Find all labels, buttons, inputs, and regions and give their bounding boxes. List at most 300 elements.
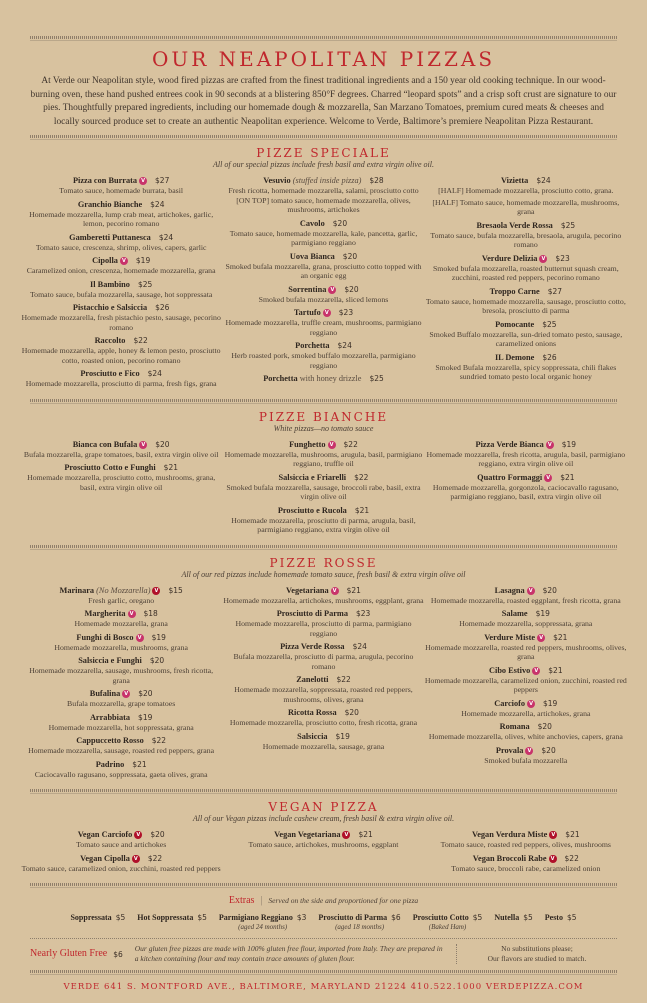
item-price: $23 [555,253,570,263]
item-name: Verdure Delizia [481,253,538,263]
item-name: Pizza Verde Bianca [475,439,544,449]
menu-column [222,586,424,784]
item-price: $22 [343,439,358,449]
gluten-free-description: Our gluten free pizzas are made with 100% gluten free flour, imported from Italy. They are prepared in a kitchen containing flour and may contain trace amounts of gluten flour. [135,944,457,964]
item-description: Homemade mozzarella, roasted eggplant, fresh ricotta, grana [430,595,621,605]
item-description: Caramelized onion, crescenza, homemade mozzarella, grana [26,266,216,275]
section-pizze-speciale [20,146,627,393]
item-name-line [425,746,627,756]
item-name: Vesuvio [263,176,291,185]
item-name: Bianca con Bufala [72,439,138,449]
vegetarian-icon: V [539,255,547,263]
vegetarian-icon: V [525,747,533,755]
item-name-line [222,285,424,295]
menu-item [425,353,627,382]
item-name-line [222,219,424,229]
item-note: (stuffed inside pizza) [292,176,362,185]
divider [30,938,617,939]
item-description: Tomato sauce, homemade mozzarella, kale, pancetta, garlic, parmigiano reggiano [229,228,418,247]
section-subtitle: All of our Vegan pizzas include cashew cream, fresh basil & extra virgin olive oil. [192,814,455,823]
extra-name: Hot Soppressata [137,913,194,922]
item-price: $22 [147,853,163,863]
item-description: Herb roasted pork, smoked buffalo mozzarella, parmigiano reggiano [231,351,416,370]
intro-text: At Verde our Neapolitan style, wood fired pizzas are crafted from the finest traditional ingredients and a 150 year old cooking technique. In our wood-burning oven, these hand pushed entrees cook in 90 seconds at a blistering 850°F degrees. Charred “leopard spots” and a crisp soft crust are signature to our pies. Thoughtfully prepared ingredients, including our homemade dough & mozzarella, San Marzano Tomatoes, premium cured meats & cheeses and locally sourced produce set to create an authentic Neapolitan experience. Welcome to Verde, Baltimore’s premiere Neapolitan Pizza Restaurant. [30,76,617,127]
item-description: Tomato sauce, bufala mozzarella, bresaola, arugula, pecorino romano [430,230,622,249]
vegetarian-icon: V [331,587,339,595]
item-description: Homemade mozzarella, mushrooms, arugula, basil, parmigiano reggiano, truffle oil [224,449,423,468]
menu-item [222,252,424,281]
menu-column [20,176,222,393]
item-name-line [20,760,222,770]
menu-item [425,609,627,629]
menu-item [222,219,424,248]
item-name-line [425,722,627,732]
menu-item [222,374,424,384]
menu-item [425,633,627,662]
item-description: Homemade mozzarella, truffle cream, mushrooms, parmigiano reggiano [225,318,422,337]
item-name-line [20,736,222,746]
item-description: Smoked bufala mozzarella, sliced lemons [258,294,389,304]
item-description: Tomato sauce and artichokes [76,840,167,849]
item-name: Salsiccia e Friarelli [278,472,347,482]
section-title: PIZZE BIANCHE [258,409,389,424]
extra-name: Prosciutto di Parma [318,913,388,922]
item-price: $21 [548,665,563,675]
item-name: Arrabbiata [89,712,131,722]
item-name-line [222,642,424,652]
item-price: $25 [542,319,557,329]
extra-item [318,913,400,932]
extra-price: $5 [523,913,533,922]
vegetarian-icon: V [546,441,554,449]
vegetarian-icon: V [122,690,130,698]
vegan-icon: V [134,831,142,839]
menu-item [20,176,222,196]
menu-item [222,341,424,370]
item-price: $27 [547,286,563,296]
extras-label: Extras [228,895,255,906]
item-name-line [20,200,222,210]
item-description: Homemade mozzarella, mushrooms, grana [54,642,188,652]
item-name: Padrino [95,759,125,769]
item-name-line [20,609,222,619]
item-description: [HALF] Tomato sauce, homemade mozzarella, mushrooms, grana [432,197,620,216]
item-description: Smoked Buffalo mozzarella, sun-dried tomato pesto, sausage, caramelized onions [429,329,623,348]
item-description: Fresh ricotta, homemade mozzarella, salami, prosciutto cotto [ON TOP] tomato sauce, homemade mozzarella, olives, mushrooms, artichokes [228,186,419,214]
menu-item [425,722,627,742]
item-name-line [425,633,627,643]
item-price: $19 [543,698,558,708]
item-name: Zanelotti [296,675,329,684]
item-name-line [20,656,222,666]
item-price: $21 [354,505,370,515]
substitution-note-line: Our flavors are studied to match. [487,954,587,963]
item-price: $23 [338,308,354,317]
item-name-line [425,854,627,864]
item-note: with honey drizzle [299,374,362,383]
menu-item [222,586,424,606]
item-price: $20 [542,585,557,595]
item-price: $20 [344,708,359,717]
item-name-line [20,830,222,840]
item-name: Verdure Miste [484,632,536,642]
menu-item [425,287,627,316]
item-name: Tartufo [293,308,321,317]
item-name: Ricotta Rossa [288,708,337,717]
extra-name: Nutella [494,913,520,922]
item-name: Vegan Verdura Miste [472,830,548,839]
extra-price: $5 [472,913,483,922]
item-price: $19 [535,609,550,618]
item-price: $21 [132,759,147,769]
menu-item [222,642,424,671]
item-price: $20 [149,656,165,665]
item-name-line [222,708,424,718]
menu-item [20,336,222,365]
extra-name: Pesto [544,913,563,922]
menu-item [20,369,222,389]
item-name: Il Bambino [90,279,130,289]
item-name-line [425,176,627,186]
item-price: $24 [158,232,174,242]
item-price: $22 [354,472,369,482]
item-name: Porchetta [295,341,330,350]
vegan-icon: V [152,587,160,595]
item-price: $21 [553,632,568,642]
menu-columns [20,586,627,784]
item-description: Homemade mozzarella, sausage, grana [262,741,385,751]
item-name: Pizza con Burrata [72,176,138,185]
extra-price: $6 [391,913,401,922]
item-name: Bresaola Verde Rossa [476,220,553,230]
item-name: Uova Bianca [289,251,335,261]
menu-column [222,830,424,877]
item-name: Vegan Vegetariana [274,830,341,839]
item-price: $22 [151,736,167,745]
item-name: Vegan Carciofo [77,830,133,839]
menu-item [20,256,222,276]
item-name-line [20,633,222,643]
item-description: Tomato sauce, artichokes, mushrooms, eggplant [248,840,399,849]
extra-item [219,913,307,932]
gluten-free-label: Nearly Gluten Free [30,948,108,959]
vegetarian-icon: V [323,309,331,317]
item-name-line [222,308,424,318]
item-price: $24 [150,199,165,209]
item-name-line [20,369,222,379]
item-description: Homemade mozzarella, prosciutto di parma, arugula, basil, parmigiano reggiano, extra virgin olive oil [231,515,416,534]
vegan-icon: V [132,855,140,863]
item-description: Homemade mozzarella, prosciutto cotto, mushrooms, grana, basil, extra virgin olive oil [27,473,216,492]
item-price: $20 [138,689,153,698]
divider [30,545,617,548]
vegan-icon: V [342,831,350,839]
item-description: Tomato sauce, bufala mozzarella, sausage, hot soppressata [29,289,213,299]
extra-price: $3 [296,913,307,922]
menu-item [222,285,424,305]
item-name-line [425,287,627,297]
item-name-line [222,374,424,384]
substitution-note-line: No substitutions please; [501,944,573,953]
vegetarian-icon: V [136,634,144,642]
item-name: Salame [501,609,528,618]
item-description: Homemade mozzarella, lump crab meat, artichokes, garlic, lemon, pecorino romano [29,209,214,228]
item-description: Fresh garlic, oregano [88,595,155,605]
item-name: Prosciutto e Rucola [277,505,347,515]
section-vegan-pizza [20,800,627,877]
item-price: $22 [336,675,351,684]
item-description: Homemade mozzarella, prosciutto di parma, parmigiano reggiano [235,619,412,638]
item-description: Homemade mozzarella, grana [74,619,168,628]
vegetarian-icon: V [128,610,136,618]
extra-name-line [219,913,307,923]
item-name-line [222,586,424,596]
divider [30,36,617,39]
item-price: $27 [155,176,170,185]
vegetarian-icon: V [120,257,128,265]
item-description: Smoked bufala mozzarella, roasted butternut squash cream, zucchini, roasted red peppers, pecorino romano [432,263,619,282]
item-name-line [222,675,424,685]
item-price: $28 [369,176,384,185]
section-subtitle: All of our red pizzas include homemade tomato sauce, fresh basil & extra virgin olive oil [181,569,466,579]
item-name: Carciofo [494,698,526,708]
menu-columns [20,176,627,393]
menu-item [20,233,222,253]
item-description: Bufala mozzarella, prosciutto di parma, arugula, pecorino romano [233,652,414,671]
item-name: Pistacchio e Salsiccia [72,303,148,312]
item-description: Homemade mozzarella, artichokes, mushrooms, eggplant, grana [223,595,424,605]
item-description: Homemade mozzarella, fresh pistachio pesto, sausage, pecorino romano [21,313,221,332]
item-name-line [425,830,627,840]
item-name: Vegan Cipolla [80,853,130,863]
item-name-line [425,699,627,709]
menu-column [425,830,627,877]
item-name: Funghetto [289,439,326,449]
menu-column [425,440,627,539]
section-pizze-rosse [20,556,627,784]
menu-item [222,830,424,850]
item-price: $24 [147,369,162,378]
menu-item [425,854,627,874]
extra-note: (aged 18 months) [335,923,385,931]
item-name-line [222,252,424,262]
item-name: Prosciutto e Fico [80,369,140,378]
section-pizze-bianche [20,410,627,539]
item-name: Margherita [84,609,126,618]
menu-item [20,736,222,756]
item-name: Cibo Estivo [489,665,531,675]
menu-item [222,176,424,215]
extra-name: Prosciutto Cotto [412,913,469,922]
item-price: $21 [565,830,580,839]
item-description: Homemade mozzarella, apple, honey & lemon pesto, prosciutto cotto, roasted onion, pecorino romano [21,346,221,365]
menu-item [20,280,222,300]
item-name: Vizietta [500,176,529,185]
item-description: Homemade mozzarella, prosciutto di parma, fresh figs, grana [25,379,217,388]
divider [30,883,617,886]
vegetarian-icon: V [328,286,336,294]
item-description: Homemade mozzarella, prosciutto cotto, fresh ricotta, grana [229,718,418,727]
item-name: Cappuccetto Rosso [76,736,144,745]
extra-name-line [413,913,483,923]
section-title: PIZZE SPECIALE [256,146,391,160]
menu-item [425,746,627,766]
item-name: Salsiccia e Funghi [78,656,142,665]
item-name-line [222,341,424,351]
item-name-line [20,463,222,473]
menu-column [222,176,424,393]
menu-item [20,609,222,629]
item-price: $20 [342,251,358,261]
item-description: [HALF] Homemade mozzarella, prosciutto cotto, grana. [438,186,614,195]
item-description: Smoked Bufala mozzarella, spicy soppressata, chili flakes sundried tomato pesto local organic honey [435,362,617,381]
menu-item [222,308,424,337]
item-name-line [425,440,627,450]
item-name-line [425,473,627,483]
item-price: $22 [564,853,579,863]
item-name-line [222,830,424,840]
menu-column [222,440,424,539]
item-name-line [20,256,222,266]
item-description: Homemade mozzarella, gorgonzola, caciocavallo ragusano, parmigiano reggiano, basil, extra virgin olive oil [432,482,619,501]
menu-item [20,463,222,492]
extra-item [545,913,577,932]
extra-note: (aged 24 months) [238,923,288,931]
item-name-line [20,586,222,596]
menu-column [20,586,222,784]
vegetarian-icon: V [527,700,535,708]
item-description: Homemade mozzarella, soppressata, roasted red peppers, mushrooms, olives, grana [234,685,413,704]
item-price: $26 [155,303,170,312]
item-description: Tomato sauce, roasted red peppers, olives, mushrooms [440,840,611,849]
item-description: Bufala mozzarella, grape tomatoes, basil, extra virgin olive oil [23,449,219,459]
menu-item [222,732,424,752]
divider [30,970,617,973]
item-price: $21 [346,585,361,595]
menu-item [425,666,627,695]
item-price: $25 [137,279,153,289]
item-price: $20 [541,745,556,755]
menu-item [20,440,222,460]
item-name-line [425,586,627,596]
extra-item [413,913,483,932]
item-name: IL Demone [494,352,535,362]
menu-item [425,254,627,283]
section-title: PIZZE ROSSE [269,555,378,570]
item-name: Troppo Carne [489,286,540,296]
item-price: $20 [344,284,359,294]
item-note: (No Mozzarella) [96,585,151,595]
item-price: $23 [355,609,371,618]
menu-item [20,656,222,685]
menu-column [425,176,627,393]
item-name: Raccolto [94,336,126,345]
item-price: $20 [150,830,165,839]
item-description: Homemade mozzarella, soppressata, grana [459,619,593,628]
item-name-line [222,440,424,450]
menu-item [20,586,222,606]
menu-column [425,586,627,784]
menu-item [425,830,627,850]
item-name-line [425,666,627,676]
item-name: Cipolla [92,256,118,265]
divider [30,789,617,792]
vegetarian-icon: V [532,667,540,675]
extra-name-line [70,913,125,923]
item-name-line [222,176,424,186]
item-description: Smoked bufala mozzarella, sausage, broccoli rabe, basil, extra virgin olive oil [226,482,421,501]
item-description: Homemade mozzarella, roasted red peppers, mushrooms, olives, grana [425,642,627,661]
item-name: Gamberetti Puttanesca [69,232,151,242]
menu-columns [20,830,627,877]
item-name-line [425,254,627,264]
item-name: Granchio Bianche [77,199,143,209]
menu-item [425,440,627,469]
item-description: Homemade mozzarella, fresh ricotta, arugula, basil, parmigiano reggiano, extra virgin olive oil [426,449,626,468]
divider [30,135,617,138]
gluten-free-price: $6 [113,949,123,959]
item-name: Pizza Verde Rossa [280,642,345,651]
item-name: Pomocante [495,319,535,329]
item-description: Caciocavallo ragusano, soppressata, gaeta olives, grana [34,769,208,779]
extras-subtitle: Served on the side and proportioned for one pizza [268,896,419,905]
extra-price: $5 [566,913,577,922]
item-description: Tomato sauce, homemade burrata, basil [59,186,184,195]
item-price: $19 [151,632,166,642]
item-name: Provala [495,745,524,755]
menu-item [20,854,222,874]
vegetarian-icon: V [139,441,147,449]
item-description: Tomato sauce, broccoli rabe, caramelized onion [451,863,601,873]
item-description: Tomato sauce, caramelized onion, zucchini, roasted red peppers [21,863,221,873]
substitution-note [457,944,617,964]
item-price: $20 [155,439,170,449]
item-description: Tomato sauce, homemade mozzarella, sausage, prosciutto cotto, bresola, prosciutto di parma [425,296,626,315]
item-description: Homemade mozzarella, sausage, roasted red peppers, grana [28,746,215,755]
item-price: $25 [560,220,576,230]
item-name-line [20,440,222,450]
item-name: Vegan Broccoli Rabe [472,853,547,863]
item-description: Smoked bufala mozzarella [484,755,568,765]
item-name-line [20,233,222,243]
item-description: Bufala mozzarella, grape tomatoes [67,699,176,708]
menu-column [20,440,222,539]
item-name-line [222,609,424,619]
extras-separator: | [260,895,263,906]
extra-item [70,913,125,932]
menu-item [222,440,424,469]
extra-name: Parmigiano Reggiano [218,913,293,922]
menu-item [425,586,627,606]
extra-name-line [545,913,577,923]
vegetarian-icon: V [328,441,336,449]
item-name: Romana [499,722,530,731]
item-price: $19 [335,731,350,741]
section-title: VEGAN PIZZA [268,800,379,814]
gluten-free-section [30,944,617,964]
item-name: Funghi di Bosco [76,632,134,642]
menu-item [222,473,424,502]
item-name: Porchetta [263,374,298,383]
extra-item [494,913,532,932]
item-description: Homemade mozzarella, artichokes, grana [461,708,591,718]
item-name: Bufalina [89,689,121,698]
item-name-line [20,854,222,864]
item-price: $20 [537,722,552,731]
item-name-line [222,473,424,483]
item-name: Marinara [59,585,95,595]
item-price: $25 [369,374,384,383]
